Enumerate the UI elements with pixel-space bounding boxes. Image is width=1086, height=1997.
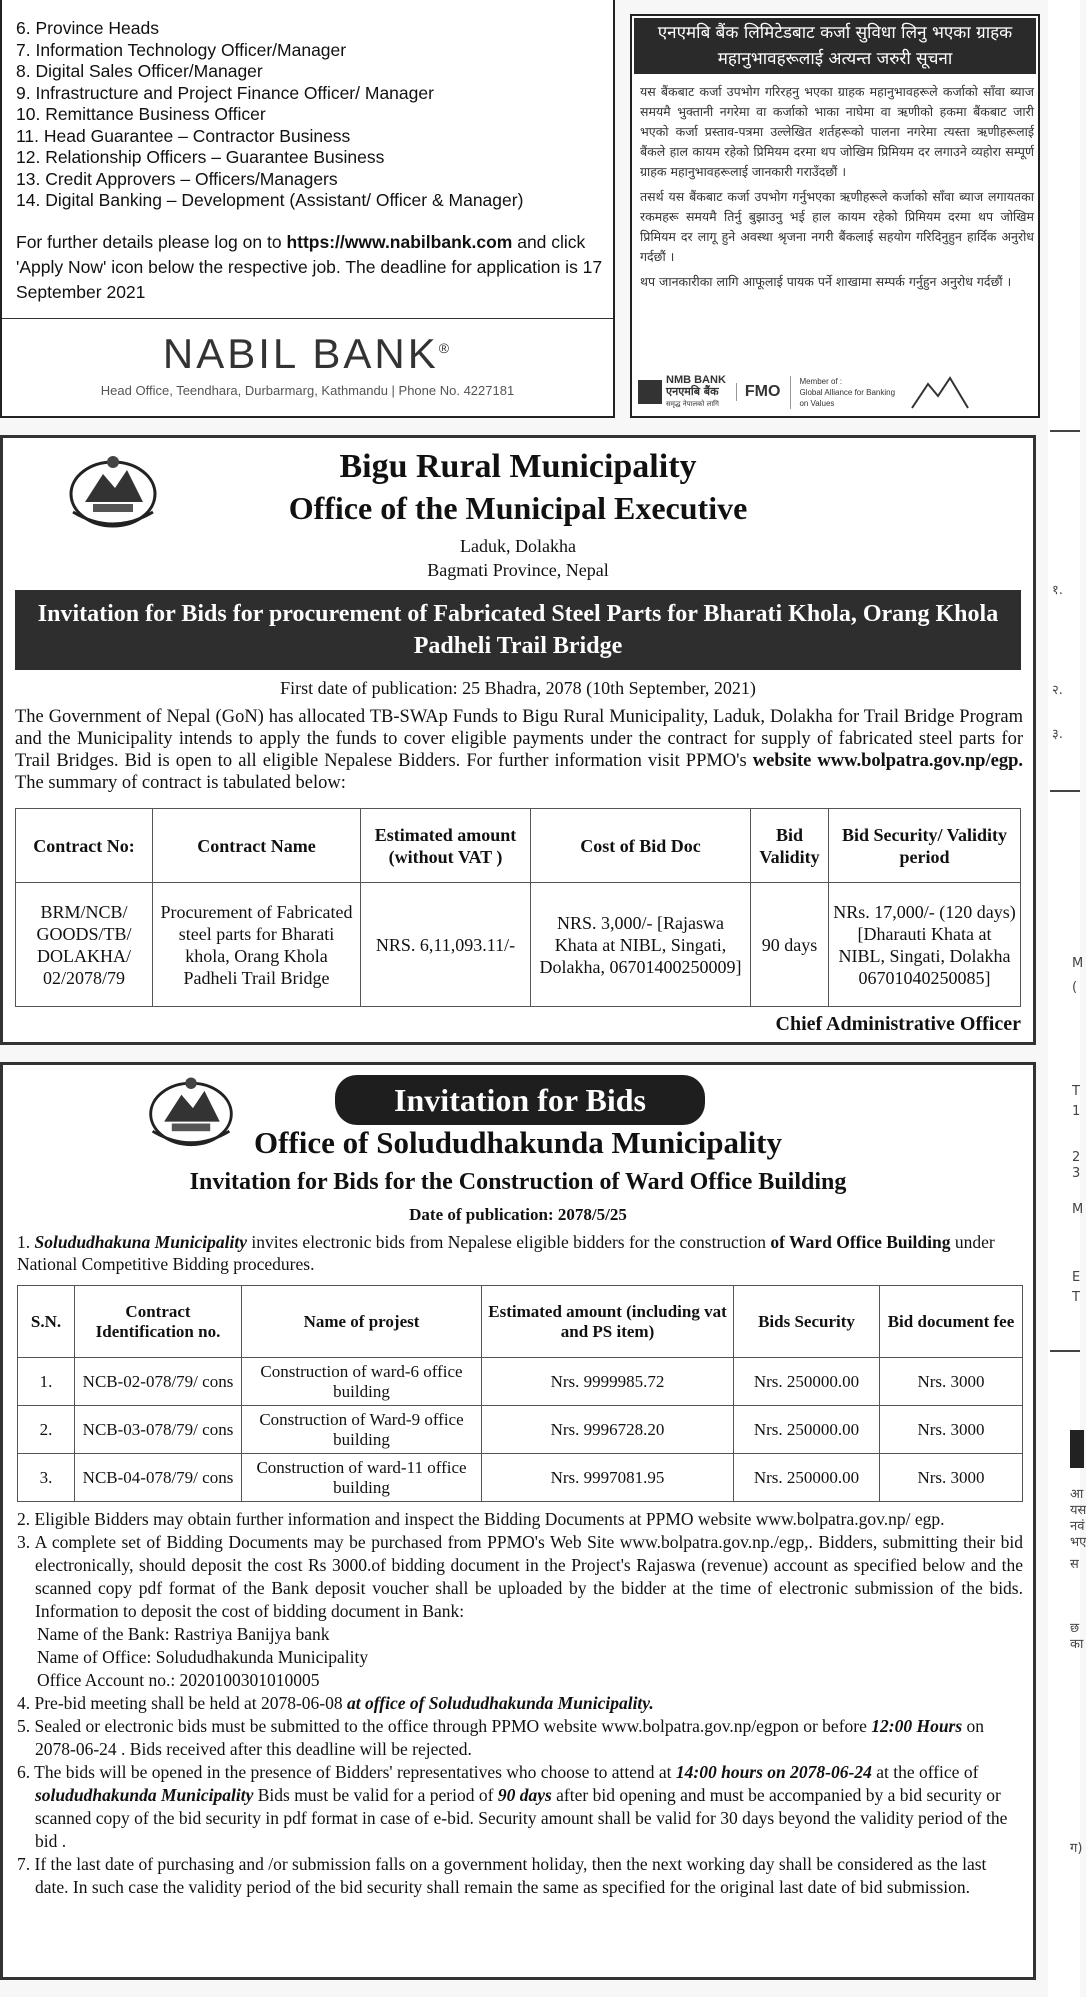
column-header: Contract Identification no.	[75, 1286, 242, 1358]
list-item	[17, 1715, 1023, 1761]
bid-heading-band: Invitation for Bids for procurement of Fabricated Steel Parts for Bharati Khola, Orang Khola Padheli Trail Bridge	[15, 590, 1021, 670]
notice-paragraph: थप जानकारीका लागि आफूलाई पायक पर्ने शाखामा सम्पर्क गर्नुहुन अनुरोध गर्दछौं ।	[640, 274, 1012, 289]
table-cell: 1.	[18, 1358, 75, 1406]
item-text: at the office of	[871, 1762, 979, 1782]
item-text: 4. Pre-bid meeting shall be held at 2078-06-08	[17, 1693, 347, 1713]
edge-text: ३.	[1052, 727, 1063, 742]
item-emphasis: 12:00 Hours	[871, 1716, 963, 1736]
edge-text: T	[1072, 1084, 1080, 1099]
column-header: Contract No:	[16, 809, 153, 883]
list-item: 12. Relationship Officers – Guarantee Business	[16, 147, 385, 167]
table-cell: Nrs. 3000	[880, 1406, 1023, 1454]
column-header: Estimated amount (including vat and PS item)	[482, 1286, 734, 1358]
account-number: Office Account no.: 2020100301010005	[37, 1670, 320, 1690]
list-item: 10. Remittance Business Officer	[16, 104, 266, 124]
column-header: Bids Security	[734, 1286, 880, 1358]
edge-block	[1070, 1430, 1084, 1468]
list-item: 13. Credit Approvers – Officers/Managers	[16, 168, 338, 189]
bid-conditions	[17, 1508, 1023, 1899]
table-header-row	[16, 809, 1021, 883]
bank-name: Name of the Bank: Rastriya Banijya bank	[37, 1624, 330, 1644]
publication-date: Date of publication: 2078/5/25	[409, 1205, 627, 1224]
details-text: For further details please log on to	[16, 232, 287, 252]
table-header-row	[18, 1286, 1023, 1358]
list-item: 7. If the last date of purchasing and /or submission falls on a government holiday, then the next working day shall be considered as the last date. In such case the validity period of the bid security shall remain the same as specified for the original last date of bid submission.	[17, 1854, 987, 1897]
edge-text: का	[1070, 1637, 1084, 1652]
table-cell: NCB-02-078/79/ cons	[75, 1358, 242, 1406]
municipality-name: Solududhakuna Municipality	[34, 1232, 248, 1252]
invitation-badge: Invitation for Bids	[335, 1075, 705, 1125]
publication-date: First date of publication: 25 Bhadra, 2078 (10th September, 2021)	[280, 678, 756, 698]
notice-body	[640, 82, 1034, 297]
position-list	[16, 18, 523, 212]
nabil-bank-logo	[2, 330, 613, 378]
column-header: Bid Validity	[751, 809, 829, 883]
edge-text: भए	[1070, 1535, 1086, 1550]
nabil-bank-ad	[0, 0, 615, 418]
table-cell: NCB-04-078/79/ cons	[75, 1454, 242, 1502]
table-cell: Nrs. 9997081.95	[482, 1454, 734, 1502]
table-cell: Nrs. 9996728.20	[482, 1406, 734, 1454]
table-cell: Nrs. 250000.00	[734, 1358, 880, 1406]
edge-text: E	[1072, 1270, 1081, 1285]
edge-text: छ	[1070, 1621, 1080, 1636]
table-cell: BRM/NCB/ GOODS/TB/ DOLAKHA/ 02/2078/79	[16, 883, 153, 1007]
item-emphasis: 90 days	[497, 1785, 552, 1805]
list-item: 7. Information Technology Officer/Manager	[16, 39, 347, 60]
nmb-tagline: समृद्ध नेपालको लागि	[666, 400, 719, 408]
table-cell: 3.	[18, 1454, 75, 1502]
list-item: 8. Digital Sales Officer/Manager	[16, 61, 263, 81]
nmb-brand-nepali: एनएमबि बैंक	[666, 385, 719, 398]
notice-paragraph: यस बैंकबाट कर्जा उपभोग गरिरहनु भएका ग्राहक महानुभावहरूले कर्जाको साँवा ब्याज समयमै भुक्तानी नगरेमा वा कर्जाको भाका नाघेमा वा ऋणीको हकमा बैंकबाट जारी भएको कर्जा प्रस्ताव-पत्रमा उल्लेखित शर्तहरूको पालना नगरेमा त्यस्ता ऋणीहरूलाई बैंकले हाल कायम रहेको प्रिमियम दरमा थप जोखिम प्रिमियम दर लगाउने व्यहोरा सम्पूर्ण ग्राहक महानुभावहरूलाई जानकारी गराउँदछौं ।	[640, 84, 1034, 179]
item-text: Bids must be valid for a period of	[253, 1785, 498, 1805]
edge-text: आ	[1070, 1487, 1084, 1502]
table-cell: Nrs. 3000	[880, 1358, 1023, 1406]
item-emphasis: solududhakunda Municipality	[35, 1785, 254, 1805]
list-item: 6. Province Heads	[16, 18, 159, 38]
table-row	[18, 1454, 1023, 1502]
nmb-brand: NMB BANK	[666, 374, 726, 386]
application-details	[16, 230, 606, 305]
table-cell: Nrs. 9999985.72	[482, 1358, 734, 1406]
table-cell: 90 days	[751, 883, 829, 1007]
notice-subtitle: Invitation for Bids for the Construction of Ward Office Building	[189, 1169, 847, 1195]
mountain-icon	[910, 372, 970, 412]
column-header: Bid document fee	[880, 1286, 1023, 1358]
table-cell: Construction of ward-11 office building	[242, 1454, 482, 1502]
nabil-website-link[interactable]: https://www.nabilbank.com	[286, 232, 513, 252]
table-cell: Construction of ward-6 office building	[242, 1358, 482, 1406]
table-cell: Nrs. 250000.00	[734, 1454, 880, 1502]
office-title: Office of Solududhakunda Municipality	[254, 1125, 782, 1160]
office-title: Office of the Municipal Executive	[288, 490, 748, 526]
address-line: Bagmati Province, Nepal	[427, 560, 609, 580]
table-cell: Construction of Ward-9 office building	[242, 1406, 482, 1454]
edge-text: १.	[1052, 583, 1063, 598]
details-text: and click 'Apply Now' icon below the respective job. The deadline for application is 17 September 2021	[16, 232, 603, 302]
address-line: Laduk, Dolakha	[460, 536, 576, 556]
intro-text: under National Competitive Bidding procedures.	[17, 1232, 995, 1274]
table-cell: Nrs. 3000	[880, 1454, 1023, 1502]
table-cell: NCB-03-078/79/ cons	[75, 1406, 242, 1454]
item-text: after bid opening and must be accompanied by a bid security or scanned copy of the bid security in pdf format in case of e-bid. Security amount shall be valid for 30 days beyond the validity period of the bid .	[35, 1785, 1008, 1851]
item-text: on 2078-06-24 . Bids received after this deadline will be rejected.	[35, 1716, 985, 1759]
edge-text: (	[1072, 980, 1078, 995]
solu-bid-notice	[0, 1062, 1036, 1980]
intro-paragraph	[15, 706, 1023, 794]
item-emphasis: 14:00 hours on 2078-06-24	[675, 1762, 872, 1782]
column-header: Bid Security/ Validity period	[829, 809, 1021, 883]
office-name: Name of Office: Solududhakunda Municipality	[37, 1647, 369, 1667]
intro-text: invites electronic bids from Nepalese eligible bidders for the construction	[247, 1232, 771, 1252]
list-item: 2. Eligible Bidders may obtain further information and inspect the Bidding Documents at PPMO website www.bolpatra.gov.np/ egp.	[17, 1509, 945, 1529]
notice-paragraph: तसर्थ यस बैंकबाट कर्जा उपभोग गर्नुभएका ऋणीहरूले कर्जाको साँवा ब्याज लगायतका रकमहरू समयमै तिर्नु बुझाउनु भई हाल कायम रहेको प्रिमियम दरमा थप जोखिम प्रिमियम दर लागू हुने अवस्था श्रृजना नगरी बैंकलाई सहयोग गरिदिनुहुन हार्दिक अनुरोध गर्दछौं ।	[640, 189, 1034, 264]
list-item	[17, 1692, 1023, 1715]
table-cell: NRs. 17,000/- (120 days) [Dharauti Khata at NIBL, Singati, Dolakha 06701040250085]	[829, 883, 1021, 1007]
table-cell: NRS. 6,11,093.11/-	[361, 883, 531, 1007]
nmb-logo	[638, 374, 726, 410]
table-cell: 2.	[18, 1406, 75, 1454]
list-item: 11. Head Guarantee – Contractor Business	[16, 125, 351, 146]
edge-text: यस	[1070, 1503, 1086, 1518]
table-row	[16, 883, 1021, 1007]
contract-summary-table	[15, 808, 1021, 1007]
column-header: S.N.	[18, 1286, 75, 1358]
contract-table	[17, 1285, 1023, 1502]
divider	[1050, 1350, 1080, 1352]
head-office-address: Head Office, Teendhara, Durbarmarg, Kathmandu | Phone No. 4227181	[100, 383, 515, 398]
list-item: 14. Digital Banking – Development (Assistant/ Officer & Manager)	[16, 190, 524, 210]
column-header: Cost of Bid Doc	[531, 809, 751, 883]
page-title: Bigu Rural Municipality	[339, 448, 697, 485]
signature-line: Chief Administrative Officer	[775, 1013, 1021, 1035]
edge-text: ग)	[1070, 1841, 1083, 1856]
edge-text: 2	[1072, 1150, 1081, 1165]
bigu-bid-notice	[0, 435, 1036, 1045]
edge-text: 1	[1072, 1104, 1081, 1119]
divider	[1050, 790, 1080, 792]
logo-text: NABIL BANK	[162, 330, 439, 377]
divider	[1050, 430, 1080, 432]
column-header: Contract Name	[153, 809, 361, 883]
intro-text: The summary of contract is tabulated below:	[15, 773, 346, 793]
notice-footer	[638, 368, 1034, 416]
item-number: 1.	[17, 1232, 35, 1252]
divider	[2, 318, 613, 319]
intro-paragraph	[17, 1231, 1023, 1275]
gabv-name: Global Alliance for Banking on Values	[799, 387, 896, 408]
list-item	[17, 1761, 1023, 1853]
edge-text: नवं	[1070, 1519, 1085, 1534]
column-header: Name of projest	[242, 1286, 482, 1358]
column-header: Estimated amount (without VAT )	[361, 809, 531, 883]
edge-text: T	[1072, 1290, 1080, 1305]
nmb-bank-notice	[630, 14, 1040, 418]
ppmo-website-link[interactable]: website www.bolpatra.gov.np/egp.	[752, 751, 1023, 771]
adjacent-column-edge	[1048, 0, 1086, 1997]
edge-text: स	[1070, 1557, 1079, 1572]
list-item: 9. Infrastructure and Project Finance Officer/ Manager	[16, 82, 434, 103]
item-text: 6. The bids will be opened in the presence of Bidders' representatives who choose to attend at	[17, 1762, 676, 1782]
notice-heading: एनएमबि बैंक लिमिटेडबाट कर्जा सुविधा लिनु भएका ग्राहक महानुभावहरूलाई अत्यन्त जरुरी सूचना	[634, 18, 1036, 74]
item-text: 5. Sealed or electronic bids must be submitted to the office through PPMO website www.bolpatra.gov.np/egpon or before	[17, 1716, 872, 1736]
office-address	[3, 534, 1033, 582]
list-item: 3. A complete set of Bidding Documents may be purchased from PPMO's Web Site www.bolpatra.gov.np./egp,. Bidders, submitting their bid electronically, should deposit the cost Rs 3000.of bidding document in the Project's Rajaswa (revenue) account as specified below and the scanned copy pdf format of the Bank deposit voucher shall be uploaded by the bidder at the time of electronic submission of the bids. Information to deposit the cost of bidding document in Bank:	[17, 1532, 1023, 1621]
intro-text: The Government of Nepal (GoN) has allocated TB-SWAp Funds to Bigu Rural Municipality, Laduk, Dolakha for Trail Bridge Program and the Municipality intends to apply the funds to cover eligible payments under the contract for supply of fabricated steel parts for Trail Bridges. Bid is open to all eligible Nepalese Bidders. For further information visit PPMO's	[15, 707, 1023, 771]
registered-mark: ®	[438, 340, 453, 356]
gabv-member	[790, 376, 900, 409]
edge-text: 3	[1072, 1166, 1081, 1181]
edge-text: M	[1072, 956, 1084, 971]
table-cell: Procurement of Fabricated steel parts for Bharati khola, Orang Khola Padheli Trail Bridge	[153, 883, 361, 1007]
item-emphasis: at office of Solududhakunda Municipality.	[347, 1693, 654, 1713]
table-cell: NRS. 3,000/- [Rajaswa Khata at NIBL, Singati, Dolakha, 06701400250009]	[531, 883, 751, 1007]
intro-emphasis: of Ward Office Building	[770, 1232, 951, 1252]
edge-text: २.	[1052, 683, 1063, 698]
edge-text: M	[1072, 1202, 1084, 1217]
table-cell: Nrs. 250000.00	[734, 1406, 880, 1454]
table-row	[18, 1406, 1023, 1454]
table-row	[18, 1358, 1023, 1406]
member-label: Member of :	[799, 376, 843, 386]
fmo-logo: FMO	[736, 383, 781, 401]
nmb-logo-mark	[638, 380, 662, 404]
